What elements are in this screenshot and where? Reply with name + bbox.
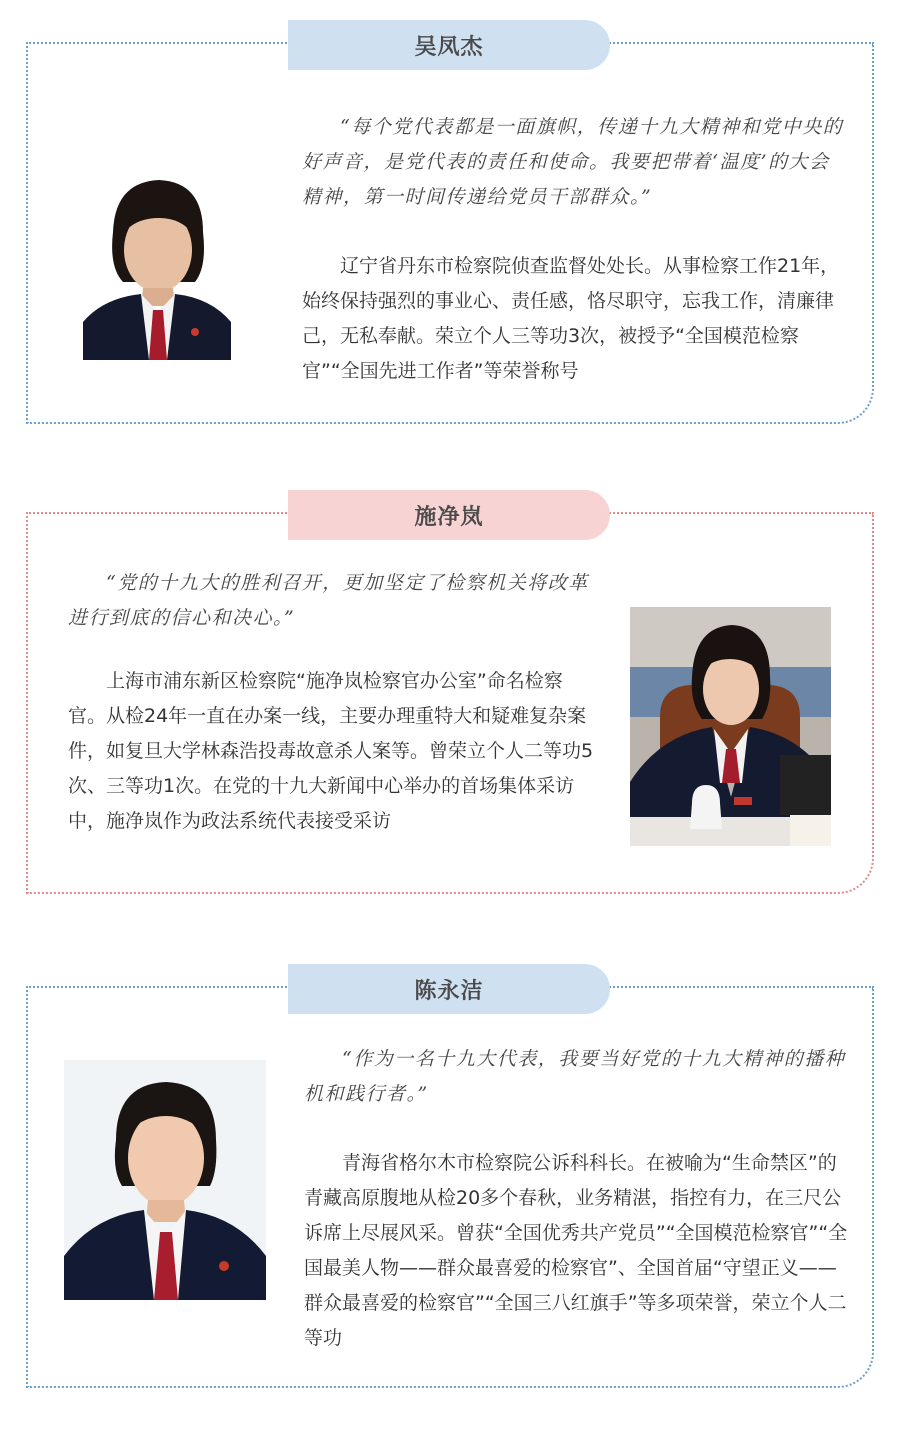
profile-photo-1 [83,172,231,360]
profile-name-1: 吴凤杰 [288,20,610,70]
profile-text-2 [68,566,596,839]
profile-name-2: 施净岚 [288,490,610,540]
profile-bio-2: 上海市浦东新区检察院“施净岚检察官办公室”命名检察官。从检24年一直在办案一线，主要办理重特大和疑难复杂案件，如复旦大学林森浩投毒故意杀人案等。曾荣立个人二等功5次、三等功1次。在党的十九大新闻中心举办的首场集体采访中，施净岚作为政法系统代表接受采访 [68,670,594,832]
profile-photo-2 [630,607,831,846]
profile-quote-3: “作为一名十九大代表，我要当好党的十九大精神的播种机和践行者。” [304,1048,846,1105]
profile-photo-3 [64,1060,266,1300]
profile-text-1 [302,110,847,389]
profile-quote-1: “每个党代表都是一面旗帜，传递十九大精神和党中央的好声音，是党代表的责任和使命。我要把带着‘温度’的大会精神，第一时间传递给党员干部群众。” [302,116,844,208]
profile-text-3 [304,1042,849,1356]
profile-name-3: 陈永洁 [288,964,610,1014]
profile-bio-3: 青海省格尔木市检察院公诉科科长。在被喻为“生命禁区”的青藏高原腹地从检20多个春秋，业务精湛，指控有力，在三尺公诉席上尽展风采。曾获“全国优秀共产党员”“全国模范检察官”“全国最美人物——群众最喜爱的检察官”、全国首届“守望正义——群众最喜爱的检察官”“全国三八红旗手”等多项荣誉，荣立个人二等功 [304,1152,848,1349]
profile-quote-2: “党的十九大的胜利召开，更加坚定了检察机关将改革进行到底的信心和决心。” [68,572,589,629]
profile-bio-1: 辽宁省丹东市检察院侦查监督处处长。从事检察工作21年，始终保持强烈的事业心、责任感，恪尽职守，忘我工作，清廉律己，无私奉献。荣立个人三等功3次，被授予“全国模范检察官”“全国先进工作者”等荣誉称号 [302,255,840,382]
